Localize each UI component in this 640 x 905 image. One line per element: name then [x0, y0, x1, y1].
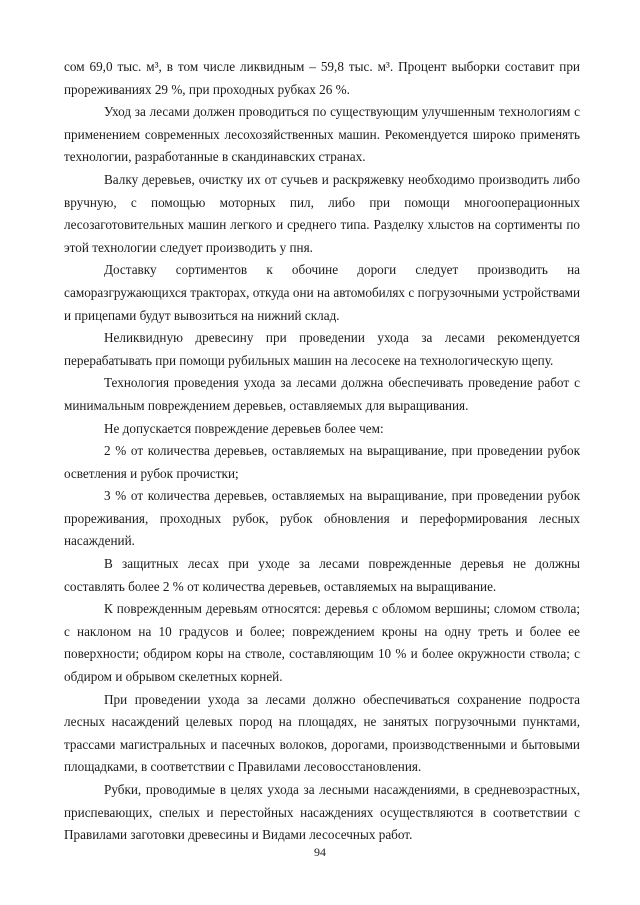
- paragraph-nonmarketable-wood: Неликвидную древесину при проведении ухода за лесами рекомендуется перерабатывать при помощи рубильных машин на лесосеке на технологическую щепу.: [64, 330, 580, 368]
- paragraph-felling-methods: Валку деревьев, очистку их от сучьев и раскряжевку необходимо производить либо вручную, с помощью моторных пил, либо при помощи многооперационных лесозаготовительных машин легкого и среднего типа. Разделку хлыстов на сортименты по этой технологии следует производить у пня.: [64, 171, 580, 255]
- paragraph-protective-forests: В защитных лесах при уходе за лесами поврежденные деревья не должны составлять более 2 % от количества деревьев, оставляемых на выращивание.: [64, 556, 580, 594]
- paragraph-forest-care-technology: Уход за лесами должен проводиться по существующим улучшенным технологиям с применением современных лесохозяйственных машин. Рекомендуется широко применять технологии, разработанные в скандинавских странах.: [64, 104, 580, 165]
- paragraph-undergrowth-preservation: При проведении ухода за лесами должно обеспечиваться сохранение подроста лесных насаждений целевых пород на площадях, не занятых погрузочными пунктами, трассами магистральных и пасечных волоков, дорогами, производственными и бытовыми площадками, в соответствии с Правилами лесовосстановления.: [64, 691, 580, 775]
- paragraph-felling-rules: Рубки, проводимые в целях ухода за лесными насаждениями, в средневозрастных, приспевающих, спелых и перестойных насаждениях осуществляются в соответствии с Правилами заготовки древесины и Видами лесосечных работ.: [64, 782, 580, 843]
- paragraph-damaged-trees-definition: К поврежденным деревьям относятся: деревья с обломом вершины; сломом ствола; с наклоном на 10 градусов и более; повреждением кроны на одну треть и более ее поверхности; обдиром коры на стволе, составляющим 10 % и более окружности ствола; с обдиром и обрывом скелетных корней.: [64, 601, 580, 685]
- paragraph-continuation: сом 69,0 тыс. м³, в том числе ликвидным – 59,8 тыс. м³. Процент выборки составит при прореживаниях 29 %, при проходных рубках 26 %.: [64, 59, 580, 97]
- paragraph-damage-limits-intro: Не допускается повреждение деревьев более чем:: [104, 420, 384, 436]
- paragraph-damage-limit-2-percent: 2 % от количества деревьев, оставляемых на выращивание, при проведении рубок осветления и рубок прочистки;: [64, 443, 580, 481]
- paragraph-damage-limit-3-percent: 3 % от количества деревьев, оставляемых на выращивание, при проведении рубок прореживания, проходных рубок, рубок обновления и переформирования лесных насаждений.: [64, 488, 580, 549]
- page-number: 94: [314, 845, 326, 859]
- paragraph-assortment-delivery: Доставку сортиментов к обочине дороги следует производить на саморазгружающихся тракторах, откуда они на автомобилях с погрузочными устройствами и прицепами будут вывозиться на нижний склад.: [64, 262, 580, 323]
- page-body: [64, 56, 580, 847]
- paragraph-minimal-damage: Технология проведения ухода за лесами должна обеспечивать проведение работ с минимальным повреждением деревьев, оставляемых для выращивания.: [64, 375, 580, 413]
